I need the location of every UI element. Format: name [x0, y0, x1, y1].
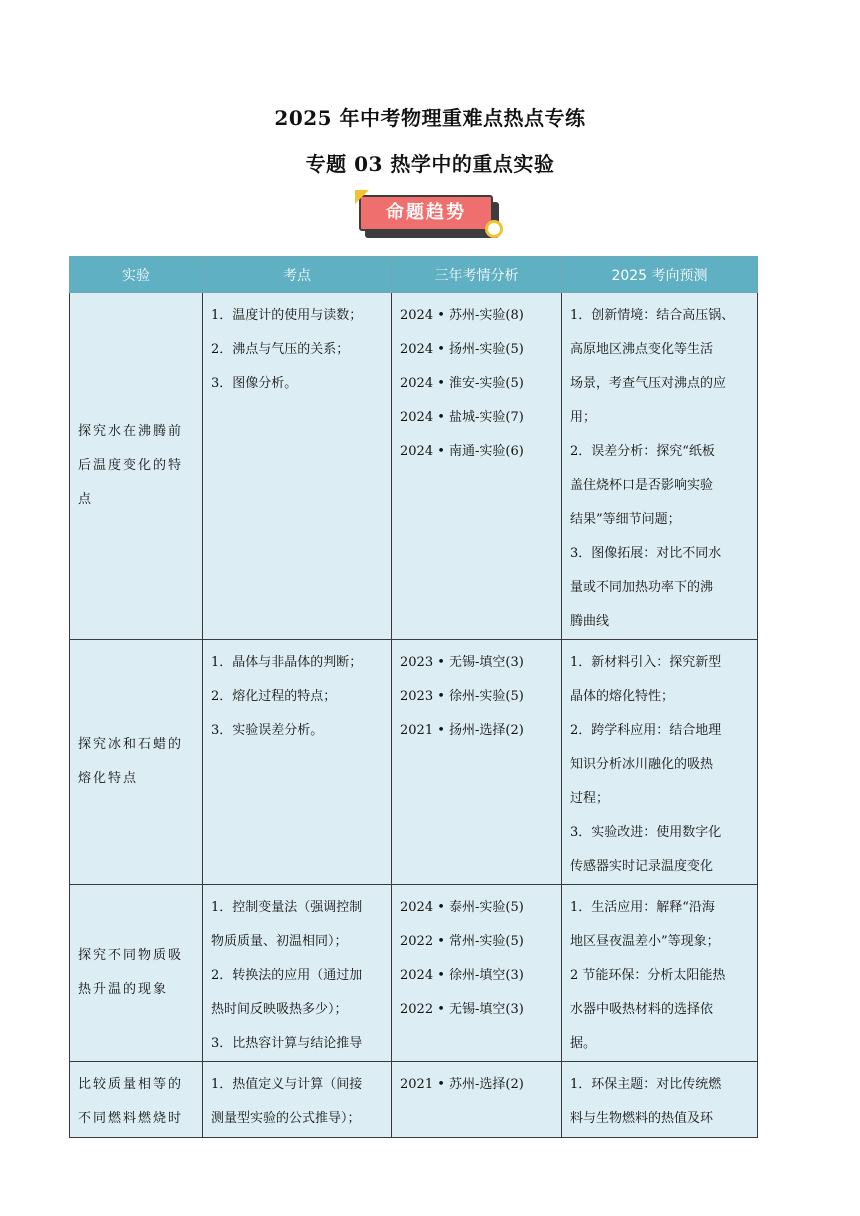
analysis-line: 2024 • 扬州-实验(5) [400, 342, 524, 357]
header-points: 考点 [203, 257, 392, 293]
badge-corner-icon [355, 190, 369, 204]
prediction-line: 1．创新情境：结合高压锅、 [570, 308, 735, 323]
badge-label: 命题趋势 [359, 195, 493, 231]
prediction-line: 3．实验改进：使用数字化 [570, 825, 722, 840]
points-line: 热时间反映吸热多少）； [211, 1002, 348, 1017]
prediction-line: 2．跨学科应用：结合地理 [570, 723, 722, 738]
points-line: 1．晶体与非晶体的判断； [211, 655, 363, 670]
prediction-line: 1．新材料引入：探究新型 [570, 655, 722, 670]
prediction-line: 腾曲线 [570, 614, 610, 629]
analysis-line: 2021 • 扬州-选择(2) [400, 723, 524, 738]
points-line: 1．控制变量法（强调控制 [211, 900, 363, 915]
analysis-line: 2023 • 徐州-实验(5) [400, 689, 524, 704]
prediction-line: 晶体的熔化特性； [570, 689, 675, 704]
analysis-line: 2024 • 南通-实验(6) [400, 444, 524, 459]
experiment-name: 比较质量相等的不同燃料燃烧时 [78, 1077, 184, 1126]
points-line: 2．熔化过程的特点； [211, 689, 337, 704]
cell-prediction [562, 1062, 758, 1138]
prediction-line: 场景，考查气压对沸点的应 [570, 376, 727, 391]
document-title: 2025 年中考物理重难点热点专练 [274, 106, 586, 130]
prediction-line: 2 节能环保：分析太阳能热 [570, 968, 726, 983]
table-body [70, 293, 758, 1138]
cell-experiment [70, 1062, 203, 1138]
analysis-line: 2024 • 泰州-实验(5) [400, 900, 524, 915]
cell-experiment [70, 293, 203, 640]
points-line: 3．比热容计算与结论推导 [211, 1036, 363, 1051]
prediction-line: 1．生活应用：解释“沿海 [570, 900, 715, 915]
cell-analysis [392, 640, 562, 885]
header-prediction: 2025 考向预测 [562, 257, 758, 293]
cell-analysis [392, 885, 562, 1062]
cell-prediction [562, 293, 758, 640]
trend-table [69, 256, 758, 1138]
analysis-line: 2024 • 淮安-实验(5) [400, 376, 524, 391]
prediction-line: 知识分析冰川融化的吸热 [570, 757, 714, 772]
points-line: 1．热值定义与计算（间接 [211, 1077, 363, 1092]
cell-points [203, 640, 392, 885]
analysis-line: 2024 • 苏州-实验(8) [400, 308, 524, 323]
prediction-line: 用； [570, 410, 597, 425]
points-line: 2．沸点与气压的关系； [211, 342, 350, 357]
experiment-name: 探究冰和石蜡的熔化特点 [78, 737, 184, 786]
cell-experiment [70, 885, 203, 1062]
section-badge [355, 190, 505, 244]
prediction-line: 盖住烧杯口是否影响实验 [570, 478, 714, 493]
cell-experiment [70, 640, 203, 885]
experiment-name: 探究不同物质吸热升温的现象 [78, 948, 184, 997]
prediction-line: 1．环保主题：对比传统燃 [570, 1077, 722, 1092]
analysis-line: 2024 • 徐州-填空(3) [400, 968, 524, 983]
table-header-row [70, 257, 758, 293]
header-analysis: 三年考情分析 [392, 257, 562, 293]
table-row [70, 885, 758, 1062]
experiment-name: 探究水在沸腾前后温度变化的特点 [78, 424, 184, 507]
prediction-line: 地区昼夜温差小”等现象； [570, 934, 720, 949]
prediction-line: 水器中吸热材料的选择依 [570, 1002, 714, 1017]
cell-analysis [392, 293, 562, 640]
table-row [70, 640, 758, 885]
prediction-line: 2．误差分析：探究“纸板 [570, 444, 715, 459]
analysis-line: 2024 • 盐城-实验(7) [400, 410, 524, 425]
points-line: 3．图像分析。 [211, 376, 298, 391]
header-experiment: 实验 [70, 257, 203, 293]
points-line: 3．实验误差分析。 [211, 723, 324, 738]
cell-points [203, 293, 392, 640]
points-line: 2．转换法的应用（通过加 [211, 968, 363, 983]
analysis-line: 2022 • 常州-实验(5) [400, 934, 524, 949]
cell-analysis [392, 1062, 562, 1138]
prediction-line: 高原地区沸点变化等生活 [570, 342, 714, 357]
points-line: 1．温度计的使用与读数； [211, 308, 363, 323]
prediction-line: 结果”等细节问题； [570, 512, 681, 527]
badge-ring-icon [485, 220, 503, 238]
table-row [70, 1062, 758, 1138]
table-row [70, 293, 758, 640]
cell-points [203, 1062, 392, 1138]
cell-prediction [562, 640, 758, 885]
prediction-line: 料与生物燃料的热值及环 [570, 1111, 714, 1126]
cell-points [203, 885, 392, 1062]
prediction-line: 过程； [570, 791, 610, 806]
prediction-line: 据。 [570, 1036, 597, 1051]
analysis-line: 2023 • 无锡-填空(3) [400, 655, 524, 670]
document-subtitle: 专题 03 热学中的重点实验 [305, 152, 555, 176]
analysis-line: 2021 • 苏州-选择(2) [400, 1077, 524, 1092]
prediction-line: 量或不同加热功率下的沸 [570, 580, 714, 595]
points-line: 测量型实验的公式推导）； [211, 1111, 361, 1126]
cell-prediction [562, 885, 758, 1062]
prediction-line: 3．图像拓展：对比不同水 [570, 546, 722, 561]
points-line: 物质质量、初温相同）； [211, 934, 348, 949]
analysis-line: 2022 • 无锡-填空(3) [400, 1002, 524, 1017]
prediction-line: 传感器实时记录温度变化 [570, 859, 714, 874]
